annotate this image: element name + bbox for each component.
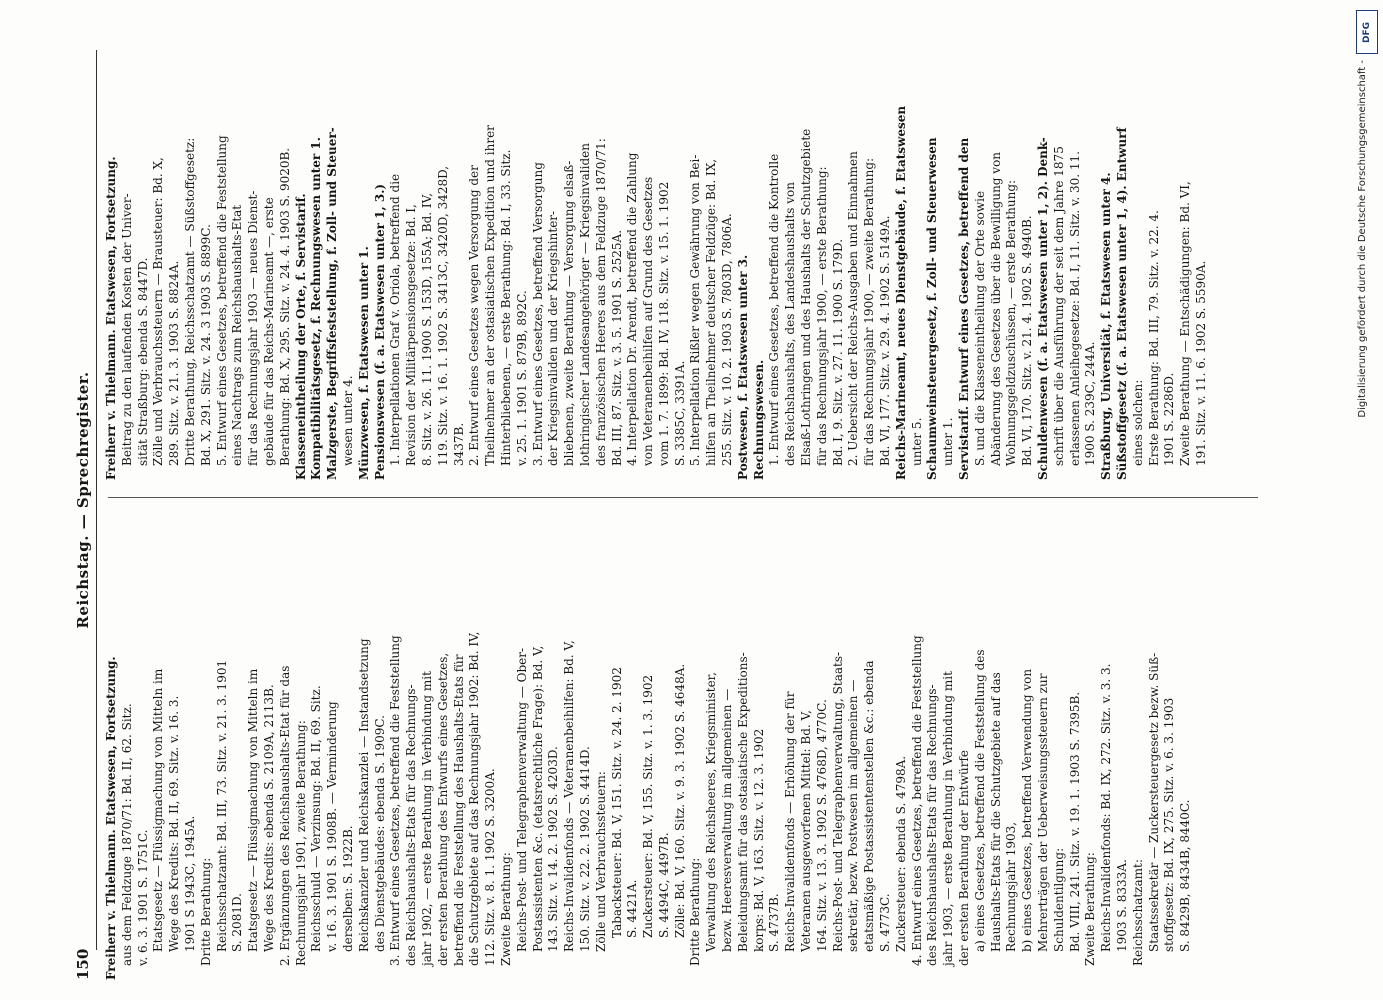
- text-line: 119. Sitz. v. 16. 1. 1902 S. 3413C, 3420D, 3428D,: [435, 165, 450, 466]
- text-line: Münzwesen, f. Etatswesen unter 1.: [356, 246, 371, 480]
- text-line: Mehrerträgen der Ueberweisungssteuern zur: [1036, 673, 1051, 952]
- text-line: Beitrag zu den laufenden Kosten der Univer-: [119, 193, 134, 466]
- text-line: Zweite Berathung — Entschädigungen: Bd. VI,: [1178, 181, 1193, 466]
- text-line: sekretär, bezw. Postwesen im allgemeinen —: [846, 679, 861, 952]
- text-line: Dritte Berathung, Reichsschatzamt — Süßstoffgesetz:: [182, 137, 197, 466]
- text-line: S. 4737B.: [767, 893, 782, 952]
- text-line: des Reichshaushalts-Etats für das Rechnungs-: [404, 684, 419, 966]
- text-line: für das Rechnungsjahr 1903 — neues Dienst-: [246, 190, 261, 466]
- text-line: 1901 S 1943C, 1945A.: [182, 815, 197, 952]
- text-line: unter 1.: [941, 417, 956, 466]
- text-line: korps: Bd. V, 163. Sitz. v. 12. 3. 1902: [751, 728, 766, 952]
- text-line: Süßstoffgesetz (f. a. Etatswesen unter 1, 4). Entwurf: [1115, 127, 1129, 480]
- text-line: Zölle: Bd. V, 160. Sitz. v. 9. 3. 1902 S. 4648A.: [672, 663, 687, 938]
- text-line: 1. Entwurf eines Gesetzes, betreffend die Kontrolle: [767, 153, 782, 466]
- text-line: Haushalts-Etats für die Schutzgebiete auf das: [988, 672, 1003, 952]
- text-line: Verwaltung des Reichsheeres, Kriegsminister,: [704, 672, 719, 952]
- text-line: S. 4494C, 4497B.: [656, 832, 671, 938]
- text-line: der ersten Berathung der Entwürfe: [957, 749, 972, 966]
- text-line: S. und die Klasseneintheilung der Orte sowie: [972, 190, 987, 466]
- text-line: Reichsschuld — Verzinsung: Bd. II, 69. Sitz.: [309, 685, 324, 952]
- text-line: b) eines Gesetzes, betreffend Verwendung von: [1020, 668, 1035, 952]
- text-line: Zölle und Verbrauchssteuern — Brausteuer: Bd. X,: [151, 157, 166, 466]
- text-line: 2. Ergänzungen des Reichshaushalts-Etat für das: [277, 665, 292, 966]
- text-line: Bd. VI, 170. Sitz. v. 21. 4. 1902 S. 4940B.: [1020, 215, 1035, 466]
- text-line: Zuckersteuer: ebenda S. 4798A.: [893, 755, 908, 952]
- text-line: Zweite Berathung:: [1083, 852, 1098, 966]
- rotated-page: [70, 10, 1280, 990]
- text-line: 5. Interpellation Rißler wegen Gewährung von Bei-: [688, 154, 703, 466]
- text-line: vom 1. 7. 1899: Bd. IV, 118. Sitz. v. 15. 1. 1902: [656, 181, 671, 466]
- text-line: 2. Entwurf eines Gesetzes wegen Versorgung der: [467, 165, 482, 466]
- text-line: eines solchen:: [1130, 379, 1145, 466]
- text-line: Malzgerste, Begriffsfeststellung, f. Zoll- und Steuer-: [325, 127, 340, 480]
- text-line: Reichs-Post- und Telegraphenverwaltung, Staats-: [830, 651, 845, 952]
- text-line: 8. Sitz. v. 26. 11. 1900 S. 153D, 155A; Bd. IV,: [419, 192, 434, 466]
- text-line: Rechnungswesen.: [751, 359, 766, 480]
- text-line: Reichskanzler und Reichskanzlei — Instandsetzung: [356, 638, 371, 952]
- text-line: Bd. VI, 177. Sitz. v. 29. 4. 1902 S. 5149A.: [878, 215, 893, 466]
- text-line: Postwesen, f. Etatswesen unter 3.: [735, 254, 750, 480]
- text-line: Freiherr v. Thielmann. Etatswesen, Fortsetzung.: [104, 656, 118, 980]
- text-line: 4. Interpellation Dr. Arendt, betreffend die Zahlung: [625, 152, 640, 466]
- text-line: 3. Entwurf eines Gesetzes, betreffend Versorgung: [530, 162, 545, 466]
- text-line: Postassistenten &c. (etatsrechtliche Frage): Bd. V,: [530, 645, 545, 952]
- text-line: Wohnungsgeldzuschüssen, — erste Berathung:: [1004, 179, 1019, 466]
- text-line: jahr 1903, — erste Berathung in Verbindung mit: [941, 671, 956, 966]
- side-margin: [1354, 10, 1382, 990]
- text-line: der Kriegsinvaliden und der Kriegshinter-: [546, 210, 561, 466]
- text-line: Rechnungsjahr 1901, zweite Berathung:: [293, 720, 308, 966]
- running-title: Reichstag. — Sprechregister.: [74, 371, 92, 629]
- text-line: die Schutzgebiete auf das Rechnungsjahr 1902: Bd. IV,: [467, 631, 482, 966]
- text-line: Beleidungsamt für das ostasiatische Expeditions-: [735, 652, 750, 952]
- text-line: Reichsschatzamt: Bd. III, 73. Sitz. v. 21. 3. 1901: [214, 659, 229, 952]
- text-line: Zuckersteuer: Bd. V, 155. Sitz. v. 1. 3. 1902: [641, 674, 656, 938]
- text-line: Dritte Berathung:: [688, 857, 703, 966]
- text-line: Servistarif. Entwurf eines Gesetzes, betreffend den: [957, 137, 972, 480]
- text-line: für das Rechnungsjahr 1900, — erste Berathung:: [814, 166, 829, 466]
- text-line: jahr 1902, — erste Berathung in Verbindung mit: [419, 671, 434, 966]
- text-line: 3437B.: [451, 422, 466, 466]
- text-line: unter 5.: [909, 417, 924, 466]
- text-line: etatsmäßige Postassistentenstellen &c.: ebenda: [862, 660, 877, 952]
- header-rule: [96, 50, 97, 950]
- column-divider: [108, 497, 1258, 498]
- text-line: bliebenen, zweite Berathung — Versorgung elsaß-: [562, 160, 577, 466]
- text-line: des Reichshaushalts-Etats für das Rechnungs-: [925, 684, 940, 966]
- text-line: Klasseneintheilung der Orte, f. Servistarif.: [293, 193, 308, 480]
- text-line: wesen unter 4.: [340, 375, 355, 466]
- left-column: [104, 518, 1194, 980]
- text-line: 4. Entwurf eines Gesetzes, betreffend die Feststellung: [909, 635, 924, 966]
- text-line: Bd. I, 9. Sitz. v. 27. 11. 1900 S. 179D.: [830, 238, 845, 466]
- text-line: 1901 S. 2286D.: [1162, 372, 1177, 466]
- text-line: a) eines Gesetzes, betreffend die Feststellung des: [972, 649, 987, 952]
- text-line: betreffend die Feststellung des Haushalts-Etats für: [451, 654, 466, 966]
- digitization-notice: Digitalisierung gefördert durch die Deutsche Forschungsgemeinschaft -: [1357, 60, 1368, 418]
- text-line: schrift über die Ausführung der seit dem Jahre 1875: [1051, 146, 1066, 466]
- text-line: Zölle und Verbrauchssteuern:: [593, 771, 608, 952]
- text-line: 150. Sitz. v. 22. 2. 1902 S. 4414D.: [577, 746, 592, 952]
- text-line: 164. Sitz. v. 13. 3. 1902 S. 4768D, 4770C.: [814, 699, 829, 952]
- text-line: 1900 S. 239C, 244A.: [1083, 341, 1098, 466]
- text-line: sität Straßburg: ebenda S. 8447D.: [135, 257, 150, 466]
- text-line: Hinterbliebenen, — erste Berathung: Bd. I, 33. Sitz.: [498, 149, 513, 466]
- text-line: erlassenen Anleihegesetze: Bd. I, 11. Sitz. v. 30. 11.: [1067, 151, 1082, 466]
- text-line: Reichs-Invalidenfonds — Veteranenbeihilfen: Bd. V,: [562, 640, 577, 952]
- text-line: Reichs-Marineamt, neues Dienstgebäude, f. Etatswesen: [893, 105, 908, 480]
- text-line: stoffgesetz: Bd. IX, 275. Sitz. v. 6. 3. 1903: [1162, 697, 1177, 952]
- text-line: Reichs-Invalidenfonds — Erhöhung der für: [783, 691, 798, 952]
- text-line: lothringischer Landesangehöriger — Kriegsinvaliden: [577, 143, 592, 466]
- text-line: 112. Sitz. v. 8. 1. 1902 S. 3200A.: [483, 768, 498, 966]
- text-line: 143. Sitz. v. 14. 2. 1902 S. 4203D.: [546, 746, 561, 952]
- text-line: Abänderung des Gesetzes über die Bewilligung von: [988, 151, 1003, 466]
- text-line: Reichsschatzamt:: [1130, 859, 1145, 966]
- text-line: Straßburg, Universität, f. Etatswesen unter 4.: [1099, 172, 1114, 480]
- text-line: 2. Uebersicht der Reichs-Ausgaben und Einnahmen: [846, 151, 861, 466]
- text-line: gebäude für das Reichs-Marineamt —, erste: [261, 197, 276, 466]
- text-line: des Reichshaushalts, des Landeshaushalts von: [783, 181, 798, 466]
- text-line: Elsaß-Lothringen und des Haushalts der Schutzgebiete: [799, 128, 814, 466]
- text-line: Freiherr v. Thielmann. Etatswesen, Fortsetzung.: [104, 156, 118, 480]
- dfg-logo: DFG: [1356, 10, 1378, 54]
- text-line: Theilnehmer an der ostasiatischen Expedition und ihrer: [483, 125, 498, 466]
- text-line: eines Nachtrags zum Reichshaushalts-Etat: [230, 204, 245, 466]
- text-line: Tabacksteuer: Bd. V, 151. Sitz. v. 24. 2. 1902: [609, 667, 624, 938]
- text-line: von Veteranenbeihilfen auf Grund des Gesetzes: [641, 176, 656, 466]
- text-line: Bd. X, 291. Sitz. v. 24. 3 1903 S. 8899C.: [198, 224, 213, 466]
- text-line: hilfen an Theilnehmer deutscher Feldzüge: Bd. IX,: [704, 158, 719, 466]
- text-line: Bd. III, 87. Sitz. v. 3. 5. 1901 S. 2525A.: [609, 229, 624, 466]
- text-line: 255. Sitz. v. 10. 2. 1903 S. 7803D, 7806A.: [720, 213, 735, 466]
- text-line: v. 25. 1. 1901 S. 879B, 892C.: [514, 290, 529, 466]
- text-line: Wege des Kredits: Bd. II, 69. Sitz. v. 16. 3.: [167, 695, 182, 952]
- text-line: S. 2081D.: [230, 893, 245, 952]
- text-line: Schaumweinsteuergesetz, f. Zoll- und Steuerwesen: [925, 137, 940, 480]
- text-line: für das Rechnungsjahr 1900, — zweite Berathung:: [862, 157, 877, 466]
- text-line: aus dem Feldzuge 1870/71: Bd. II, 62. Sitz.: [119, 703, 134, 966]
- text-line: des französischen Heeres aus dem Feldzuge 1870/71:: [593, 138, 608, 466]
- text-line: Reichs-Invalidenfonds: Bd. IX, 272. Sitz. v. 3. 3.: [1099, 663, 1114, 952]
- text-line: S. 4421A.: [625, 879, 640, 938]
- text-line: der ersten Berathung des Entwurfs eines Gesetzes,: [435, 652, 450, 966]
- text-line: Bd. VIII, 241. Sitz. v. 19. 1. 1903 S. 7395B.: [1067, 691, 1082, 952]
- text-line: 289. Sitz. v. 21. 3. 1903 S. 8824A.: [167, 260, 182, 466]
- text-line: S. 8429B, 8434B, 8440C.: [1178, 799, 1193, 952]
- text-line: 3. Entwurf eines Gesetzes, betreffend die Feststellung: [388, 635, 403, 966]
- text-line: Schuldenwesen (f. a. Etatswesen unter 1, 2). Denk-: [1036, 137, 1051, 480]
- text-line: Staatssekretär — Zuckersteuergesetz bezw. Süß-: [1146, 652, 1161, 952]
- text-line: v. 6. 3. 1901 S. 1751C.: [135, 829, 150, 966]
- text-line: S. 3385C, 3391A.: [672, 360, 687, 466]
- text-line: Schuldentilgung:: [1051, 847, 1066, 952]
- text-line: Berathung: Bd. X, 295. Sitz. v. 24. 4. 1903 S. 9020B.: [277, 147, 292, 466]
- text-line: v. 16. 3. 1901 S. 1908B. — Verminderung: [325, 701, 340, 952]
- text-line: derselben: S. 1922B.: [340, 825, 355, 952]
- page-number: 150: [74, 948, 92, 980]
- text-line: bezw. Heeresverwaltung im allgemeinen —: [720, 688, 735, 952]
- text-line: Etatsgesetz — Flüssigmachung von Mitteln im: [246, 668, 261, 952]
- text-line: des Dienstgebäudes: ebenda S. 1909C.: [372, 715, 387, 952]
- text-line: Revision der Militärpensionsgesetze: Bd. I,: [404, 204, 419, 466]
- page-header: [70, 10, 100, 990]
- text-line: Dritte Berathung:: [198, 857, 213, 966]
- text-line: S. 4773C.: [878, 893, 893, 952]
- text-line: Kompatibilitätsgesetz, f. Rechnungswesen unter 1.: [309, 137, 324, 480]
- text-line: Rechnungsjahr 1903,: [1004, 821, 1019, 952]
- text-line: Zweite Berathung:: [498, 852, 513, 966]
- text-line: 5. Entwurf eines Gesetzes, betreffend die Feststellung: [214, 135, 229, 466]
- text-line: Reichs-Post- und Telegraphenverwaltung — Ober-: [514, 647, 529, 952]
- text-line: Erste Berathung: Bd. III, 79. Sitz. v. 22. 4.: [1146, 210, 1161, 466]
- text-line: Wege des Kredits: ebenda S. 2109A, 2113B.: [261, 684, 276, 952]
- page-content: [70, 10, 1280, 990]
- text-line: Pensionswesen (f. a. Etatswesen unter 1, 3.): [372, 183, 387, 480]
- text-line: 1. Interpellationen Graf v. Oriola, betreffend die: [388, 173, 403, 466]
- right-column: [104, 18, 1210, 480]
- text-line: 191. Sitz. v. 11. 6. 1902 S. 5590A.: [1193, 260, 1208, 466]
- text-line: 1903 S. 8333A.: [1115, 859, 1129, 952]
- text-line: Etatsgesetz — Flüssigmachung von Mitteln im: [151, 668, 166, 952]
- text-line: Veteranen ausgeworfenen Mittel: Bd. V,: [799, 710, 814, 952]
